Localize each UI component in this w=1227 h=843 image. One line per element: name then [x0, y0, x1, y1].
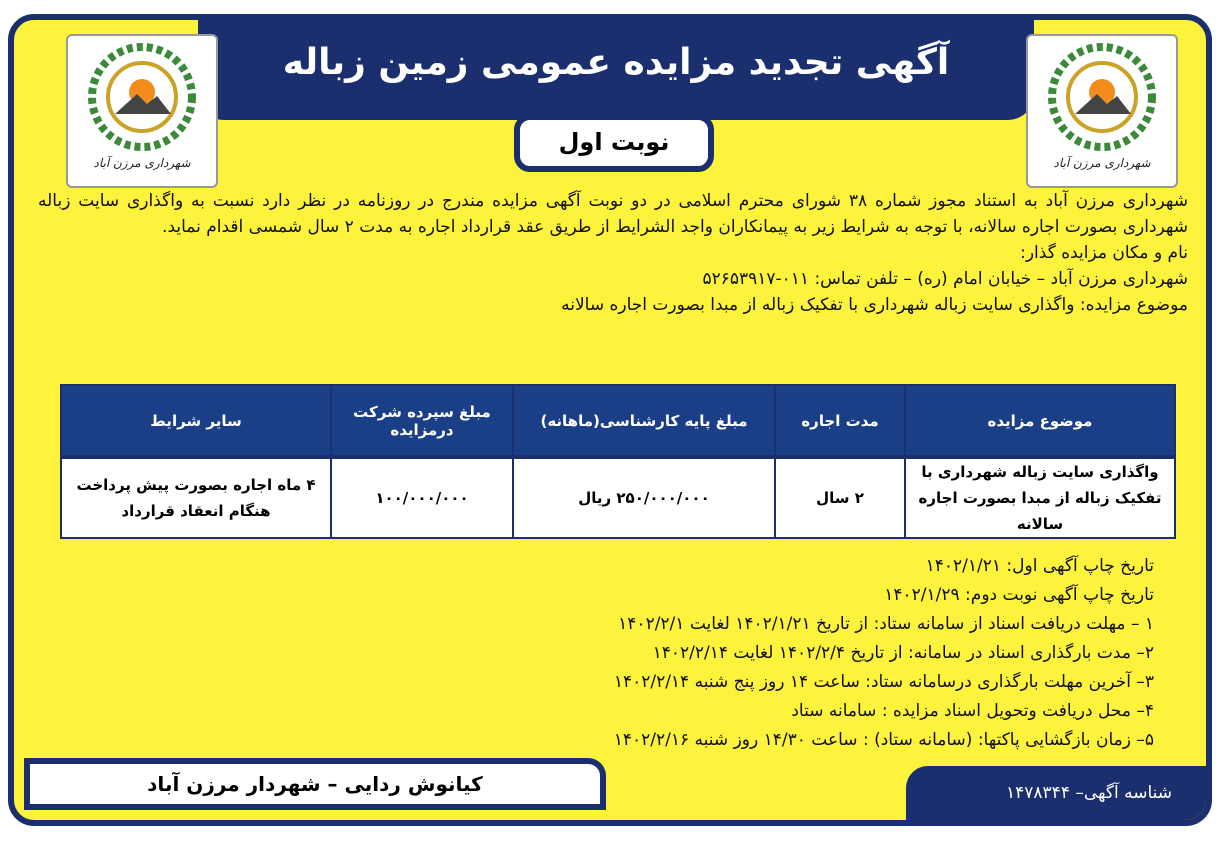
organizer-address: شهرداری مرزن آباد – خیابان امام (ره) – تلفن تماس: ۰۱۱-۵۲۶۵۳۹۱۷ [702, 269, 1188, 289]
logo-text: شهرداری مرزن آباد [1053, 156, 1151, 170]
signature-box: کیانوش ردایی – شهردار مرزن آباد [24, 758, 606, 810]
auction-subject: موضوع مزایده: واگذاری سایت زباله شهرداری با تفکیک زباله از مبدا بصورت اجاره سالانه [561, 295, 1188, 315]
ad-title: آگهی تجدید مزایده عمومی زمین زباله [198, 20, 1034, 120]
header-base-price: مبلغ پایه کارشناسی(ماهانه) [513, 385, 775, 457]
intro-text [38, 188, 1188, 318]
intro-paragraph: شهرداری مرزن آباد به استناد مجوز شماره ۳۸ شورای محترم اسلامی در دو نوبت آگهی مزایده مندرج در روزنامه در نظر دارد نسبت به واگذاری سایت زباله شهرداری بصورت اجاره سالانه، با توجه به شرایط زیر به پیمانکاران واجد الشرایط از طریق عقد قرارداد اجاره به مدت ۲ سال شمسی اقدام نماید. [38, 191, 1188, 237]
list-item: ۳– آخرین مهلت بارگذاری درسامانه ستاد: ساعت ۱۴ روز پنج شنبه ۱۴۰۲/۲/۱۴ [613, 672, 1154, 692]
first-print-date: تاریخ چاپ آگهی اول: ۱۴۰۲/۱/۲۱ [925, 556, 1154, 576]
ad-id: شناسه آگهی– ۱۴۷۸۳۴۴ [906, 766, 1206, 820]
header-deposit: مبلغ سپرده شرکت درمزایده [331, 385, 513, 457]
municipality-logo-right [1026, 34, 1178, 188]
cell-deposit: ۱۰۰/۰۰۰/۰۰۰ [331, 457, 513, 538]
list-item: ۱ – مهلت دریافت اسناد از سامانه ستاد: از تاریخ ۱۴۰۲/۱/۲۱ لغایت ۱۴۰۲/۲/۱ [618, 614, 1154, 634]
cell-base-price: ۲۵۰/۰۰۰/۰۰۰ ریال [513, 457, 775, 538]
round-badge: نوبت اول [514, 114, 714, 172]
cell-other-terms: ۴ ماه اجاره بصورت پیش پرداخت هنگام انعقاد قرارداد [61, 457, 331, 538]
header-duration: مدت اجاره [775, 385, 905, 457]
dates-list [614, 552, 1154, 755]
list-item: ۴– محل دریافت وتحویل اسناد مزایده : سامانه ستاد [791, 701, 1154, 721]
header-other-terms: سایر شرایط [61, 385, 331, 457]
table-header-row [61, 385, 1175, 457]
table-row [61, 457, 1175, 538]
auction-table [60, 384, 1176, 539]
ad-frame [8, 14, 1212, 826]
second-print-date: تاریخ چاپ آگهی نوبت دوم: ۱۴۰۲/۱/۲۹ [884, 585, 1154, 605]
emblem-icon [1047, 42, 1157, 152]
list-item: ۲– مدت بارگذاری اسناد در سامانه: از تاریخ ۱۴۰۲/۲/۴ لغایت ۱۴۰۲/۲/۱۴ [652, 643, 1154, 663]
header-subject: موضوع مزایده [905, 385, 1175, 457]
cell-subject: واگذاری سایت زباله شهرداری با تفکیک زباله از مبدا بصورت اجاره سالانه [905, 457, 1175, 538]
logo-text: شهرداری مرزن آباد [93, 156, 191, 170]
municipality-logo-left [66, 34, 218, 188]
emblem-icon [87, 42, 197, 152]
organizer-label: نام و مکان مزایده گذار: [1020, 243, 1188, 263]
list-item: ۵– زمان بازگشایی پاکتها: (سامانه ستاد) : ساعت ۱۴/۳۰ روز شنبه ۱۴۰۲/۲/۱۶ [613, 730, 1154, 750]
cell-duration: ۲ سال [775, 457, 905, 538]
